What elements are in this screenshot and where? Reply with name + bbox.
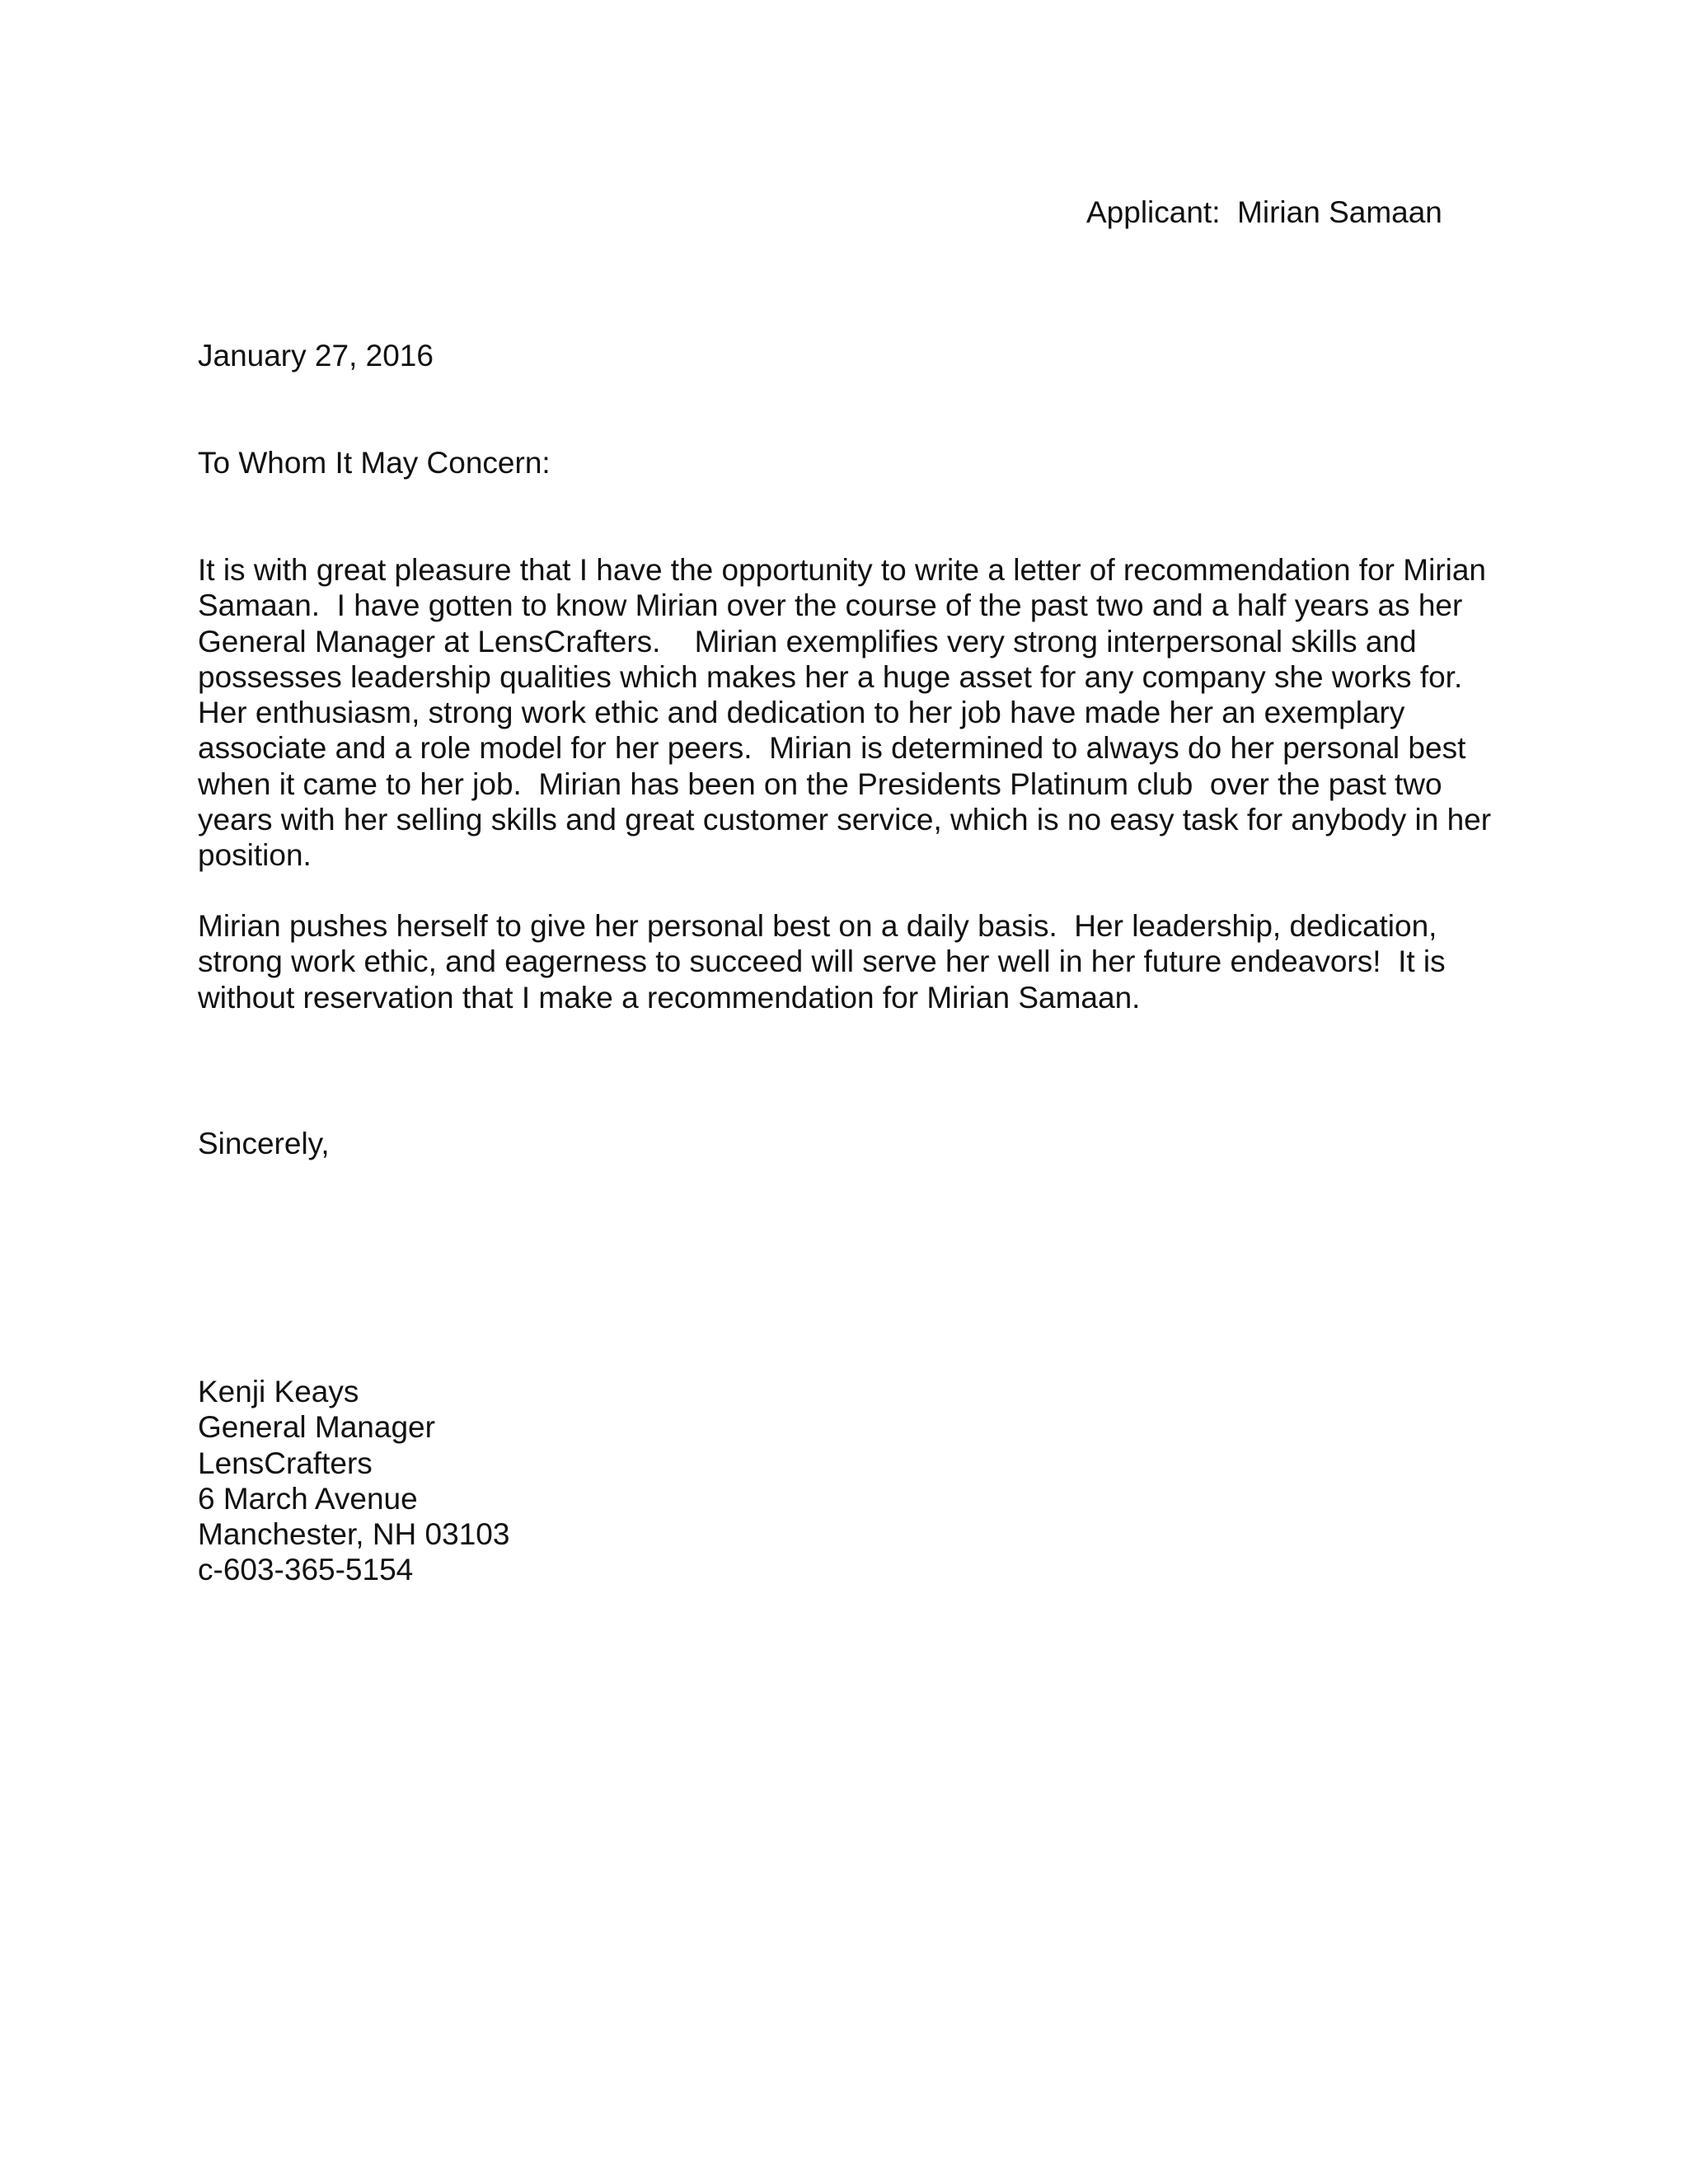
paragraph-line: Samaan. I have gotten to know Mirian over the course of the past two and a half years as her	[198, 588, 1463, 623]
paragraph-line: strong work ethic, and eagerness to succeed will serve her well in her future endeavors! It is	[198, 944, 1446, 979]
signature-block	[198, 1374, 509, 1588]
paragraph-line: years with her selling skills and great customer service, which is no easy task for anybody in her	[198, 803, 1492, 837]
signer-company: LensCrafters	[198, 1446, 373, 1480]
closing: Sincerely,	[198, 1127, 330, 1160]
paragraph-line: possesses leadership qualities which makes her a huge asset for any company she works for.	[198, 659, 1463, 694]
paragraph-line: It is with great pleasure that I have the opportunity to write a letter of recommendation for Mirian	[198, 553, 1486, 587]
paragraph-line: when it came to her job. Mirian has been on the Presidents Platinum club over the past two	[198, 766, 1442, 801]
signer-phone: c-603-365-5154	[198, 1553, 414, 1587]
paragraph-line: position.	[198, 838, 312, 873]
paragraph-line: General Manager at LensCrafters. Mirian exemplifies very strong interpersonal skills and	[198, 624, 1417, 658]
paragraph-line: Her enthusiasm, strong work ethic and dedication to her job have made her an exemplary	[198, 696, 1405, 730]
paragraph-line: without reservation that I make a recommendation for Mirian Samaan.	[198, 980, 1141, 1015]
paragraph-line: associate and a role model for her peers. Mirian is determined to always do her personal best	[198, 731, 1466, 766]
letter-date: January 27, 2016	[198, 339, 434, 373]
salutation: To Whom It May Concern:	[198, 446, 551, 480]
signer-street: 6 March Avenue	[198, 1481, 418, 1516]
signer-city: Manchester, NH 03103	[198, 1517, 510, 1552]
signer-name: Kenji Keays	[198, 1375, 359, 1408]
paragraph-line: Mirian pushes herself to give her personal best on a daily basis. Her leadership, dedication,	[198, 909, 1437, 943]
signer-title: General Manager	[198, 1410, 435, 1445]
body-paragraph-2	[198, 908, 1517, 1015]
body-paragraph-1	[198, 552, 1517, 874]
applicant-line: Applicant: Mirian Samaan	[1086, 195, 1442, 229]
